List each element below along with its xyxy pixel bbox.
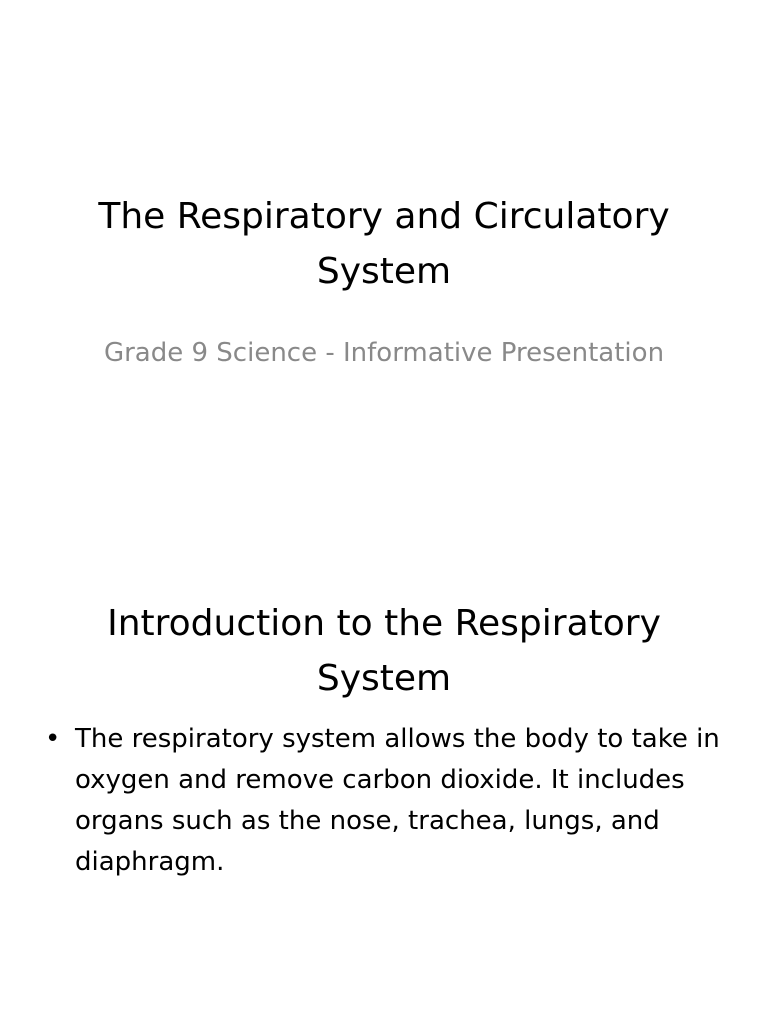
bullet-item (40, 719, 740, 883)
slide-subtitle: Grade 9 Science - Informative Presentation (103, 338, 665, 368)
slide-title: Introduction to the Respiratory System (107, 603, 661, 699)
bullet-marker: • (45, 724, 61, 754)
content-slide (0, 512, 768, 1024)
bullet-list (40, 719, 740, 883)
bullet-text: The respiratory system allows the body to take in oxygen and remove carbon dioxide. It includes organs such as the nose, trachea, lungs, and diaphragm. (75, 724, 720, 877)
slide-title: The Respiratory and Circulatory System (98, 196, 670, 292)
